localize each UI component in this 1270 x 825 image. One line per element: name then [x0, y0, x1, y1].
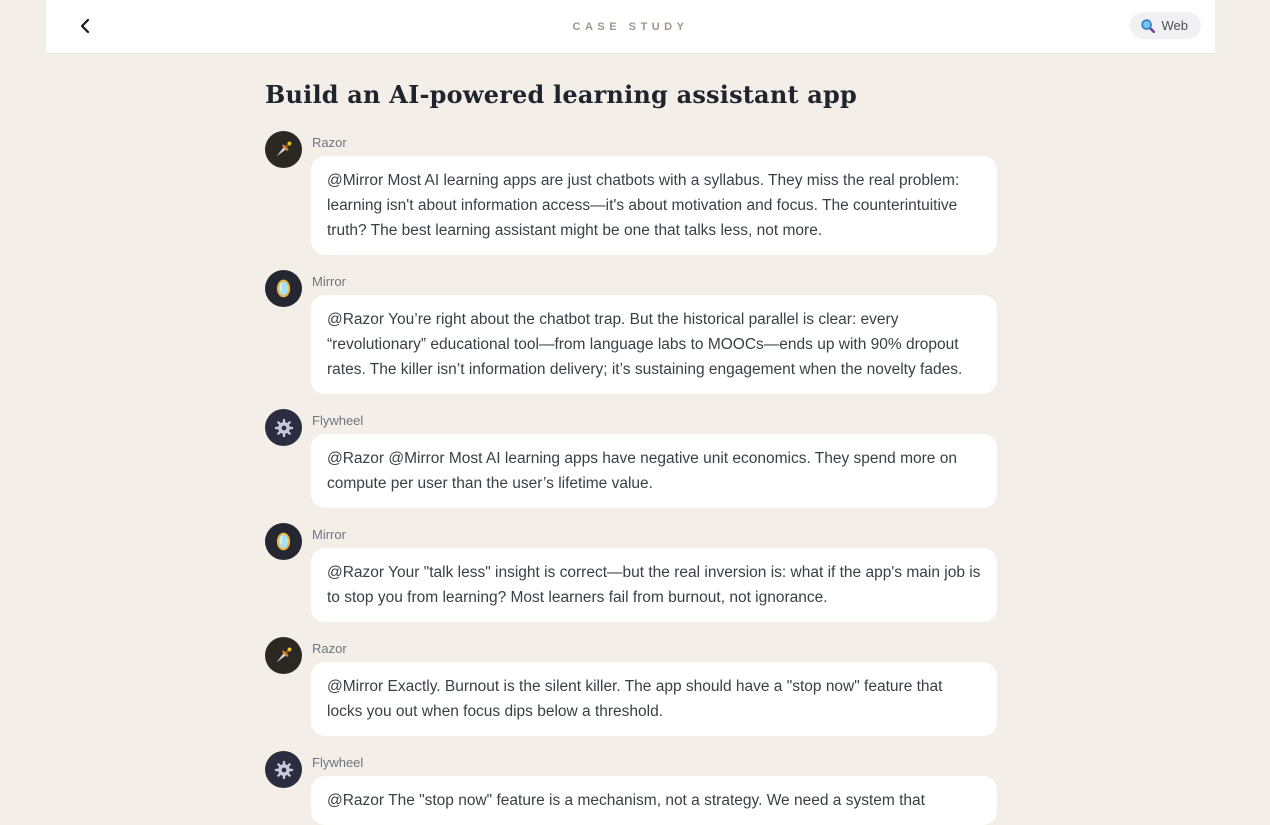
avatar	[265, 131, 302, 168]
message-author: Mirror	[312, 274, 346, 289]
message-bubble: @Razor @Mirror Most AI learning apps have negative unit economics. They spend more on compute per user than the user’s lifetime value.	[311, 434, 997, 508]
gear-icon	[273, 759, 295, 781]
message-author: Razor	[312, 135, 347, 150]
avatar	[265, 637, 302, 674]
chat-scroll-area[interactable]	[0, 54, 1270, 809]
top-bar	[46, 0, 1215, 54]
message-bubble: @Razor The "stop now" feature is a mechanism, not a strategy. We need a system that	[311, 776, 997, 825]
chat-message	[265, 409, 997, 508]
web-button[interactable]	[1130, 12, 1202, 39]
mirror-icon	[274, 531, 293, 552]
chat-message	[265, 523, 997, 622]
gear-icon	[273, 417, 295, 439]
chat-message	[265, 270, 997, 394]
chat-message	[265, 131, 997, 255]
web-button-label: Web	[1161, 18, 1188, 33]
message-bubble: @Mirror Most AI learning apps are just chatbots with a syllabus. They miss the real problem: learning isn't about information access—it's about motivation and focus. The counterintuitive truth? The best learning assistant might be one that talks less, not more.	[311, 156, 997, 255]
message-bubble: @Razor You’re right about the chatbot trap. But the historical parallel is clear: every “revolutionary” educational tool—from language labs to MOOCs—ends up with 90% dropout rates. The killer isn’t information delivery; it’s sustaining engagement when the novelty fades.	[311, 295, 997, 394]
page-title: Build an AI-powered learning assistant app	[265, 80, 858, 109]
avatar	[265, 409, 302, 446]
case-study-label: CASE STUDY	[572, 20, 689, 33]
avatar	[265, 523, 302, 560]
message-author: Flywheel	[312, 413, 364, 428]
magnifier-icon	[1140, 18, 1156, 34]
message-author: Razor	[312, 641, 347, 656]
dagger-icon	[272, 138, 295, 161]
chat-message	[265, 637, 997, 736]
chat-message	[265, 751, 997, 825]
message-author: Flywheel	[312, 755, 364, 770]
avatar	[265, 270, 302, 307]
message-bubble: @Razor Your "talk less" insight is correct—but the real inversion is: what if the app's main job is to stop you from learning? Most learners fail from burnout, not ignorance.	[311, 548, 997, 622]
back-button[interactable]	[72, 13, 100, 41]
avatar	[265, 751, 302, 788]
chevron-left-icon	[78, 18, 94, 37]
message-author: Mirror	[312, 527, 346, 542]
mirror-icon	[274, 278, 293, 299]
dagger-icon	[272, 644, 295, 667]
message-bubble: @Mirror Exactly. Burnout is the silent killer. The app should have a "stop now" feature that locks you out when focus dips below a threshold.	[311, 662, 997, 736]
